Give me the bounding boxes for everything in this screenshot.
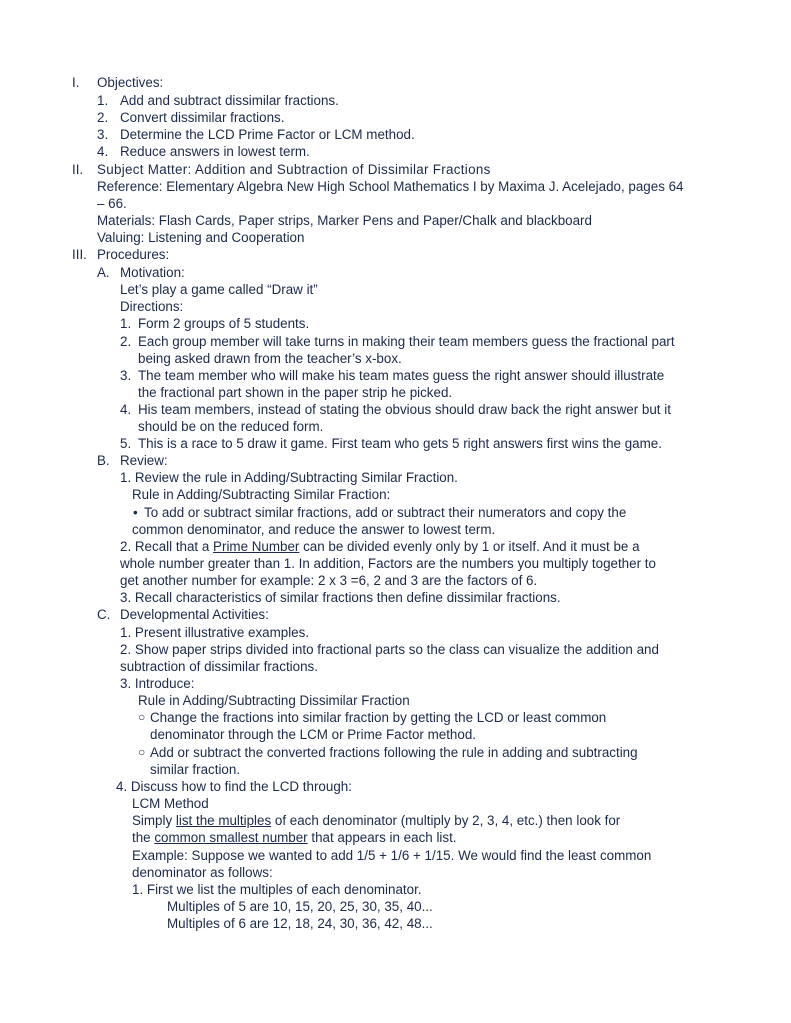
subsection-title: Developmental Activities: <box>120 607 269 622</box>
list-item: the fractional part shown in the paper strip he picked. <box>138 385 453 400</box>
section-number: I. <box>72 75 80 90</box>
bullet-text: Add or subtract the converted fractions following the rule in adding and subtracting <box>150 745 638 760</box>
subsection-title: Motivation: <box>120 265 185 280</box>
paragraph-line: Directions: <box>120 299 184 314</box>
prime-number-term: Prime Number <box>213 539 300 554</box>
section-number: II. <box>72 162 84 177</box>
paragraph-line: 3. Recall characteristics of similar fractions then define dissimilar fractions. <box>120 590 561 605</box>
text-run: that appears in each list. <box>307 830 457 845</box>
paragraph-line: get another number for example: 2 x 3 =6, 2 and 3 are the factors of 6. <box>120 573 538 588</box>
list-item: This is a race to 5 draw it game. First team who gets 5 right answers first wins the game. <box>138 436 662 451</box>
reference-line: – 66. <box>97 196 127 211</box>
paragraph-line: 2. Show paper strips divided into fractional parts so the class can visualize the addition and <box>120 642 659 657</box>
paragraph-line: 4. Discuss how to find the LCD through: <box>116 779 352 794</box>
section-number: III. <box>72 247 87 262</box>
paragraph-line: subtraction of dissimilar fractions. <box>120 659 318 674</box>
method-heading: LCM Method <box>132 796 209 811</box>
list-item: The team member who will make his team mates guess the right answer should illustrate <box>138 368 665 383</box>
subsection-letter: C. <box>97 607 111 622</box>
text-run: can be divided evenly only by 1 or itself. And it must be a <box>299 539 640 554</box>
subsection-letter: B. <box>97 453 110 468</box>
text-run: Simply <box>132 813 176 828</box>
materials-line: Materials: Flash Cards, Paper strips, Marker Pens and Paper/Chalk and blackboard <box>97 213 592 228</box>
subsection-title: Review: <box>120 453 168 468</box>
list-the-multiples-term: list the multiples <box>175 813 272 828</box>
list-number: 3. <box>120 368 132 383</box>
list-item: His team members, instead of stating the obvious should draw back the right answer but it <box>138 402 671 417</box>
paragraph-line: 1. First we list the multiples of each denominator. <box>132 882 422 897</box>
text-run: 2. Recall that a <box>120 539 214 554</box>
list-number: 5. <box>120 436 132 451</box>
common-smallest-number-term: common smallest number <box>154 830 308 845</box>
multiples-line: Multiples of 6 are 12, 18, 24, 30, 36, 42, 48... <box>167 916 433 931</box>
list-item: being asked drawn from the teacher’s x-box. <box>138 351 402 366</box>
multiples-line: Multiples of 5 are 10, 15, 20, 25, 30, 35, 40... <box>167 899 433 914</box>
section-title: Subject Matter: Addition and Subtraction of Dissimilar Fractions <box>97 162 491 177</box>
bullet-text: similar fraction. <box>150 762 241 777</box>
text-run: the <box>132 830 155 845</box>
list-number: 4. <box>97 144 109 159</box>
list-item: Form 2 groups of 5 students. <box>138 316 310 331</box>
text-run: of each denominator (multiply by 2, 3, 4, etc.) then look for <box>271 813 621 828</box>
list-item: Each group member will take turns in making their team members guess the fractional part <box>138 334 675 349</box>
paragraph-line: whole number greater than 1. In addition, Factors are the numbers you multiply together to <box>120 556 656 571</box>
list-item: Add and subtract dissimilar fractions. <box>120 93 339 108</box>
paragraph-line: 1. Present illustrative examples. <box>120 625 310 640</box>
paragraph-line: denominator as follows: <box>132 865 273 880</box>
list-number: 3. <box>97 127 109 142</box>
circle-bullet-glyph: ○ <box>138 745 146 759</box>
valuing-line: Valuing: Listening and Cooperation <box>97 230 305 245</box>
subsection-letter: A. <box>97 265 110 280</box>
paragraph-line: Let’s play a game called “Draw it” <box>120 282 318 297</box>
list-number: 2. <box>120 334 132 349</box>
rule-heading: Rule in Adding/Subtracting Similar Fraction: <box>132 487 391 502</box>
rule-heading: Rule in Adding/Subtracting Dissimilar Fraction <box>138 693 410 708</box>
list-number: 1. <box>97 93 109 108</box>
paragraph-line <box>132 829 457 846</box>
bullet-text: Change the fractions into similar fraction by getting the LCD or least common <box>150 710 607 725</box>
list-number: 2. <box>97 110 109 125</box>
paragraph-line: Example: Suppose we wanted to add 1/5 + 1/6 + 1/15. We would find the least common <box>132 848 652 863</box>
list-item: should be on the reduced form. <box>138 419 324 434</box>
bullet-text: To add or subtract similar fractions, add or subtract their numerators and copy the <box>144 505 627 520</box>
bullet-text: common denominator, and reduce the answer to lowest term. <box>132 522 496 537</box>
paragraph-line <box>120 538 640 555</box>
circle-bullet-glyph: ○ <box>138 710 146 724</box>
list-item: Convert dissimilar fractions. <box>120 110 285 125</box>
bullet-glyph: • <box>133 505 138 520</box>
paragraph-line <box>132 812 620 829</box>
list-number: 1. <box>120 316 132 331</box>
list-item: Reduce answers in lowest term. <box>120 144 310 159</box>
list-item: Determine the LCD Prime Factor or LCM method. <box>120 127 415 142</box>
reference-line: Reference: Elementary Algebra New High School Mathematics I by Maxima J. Acelejado, pages 64 <box>97 179 684 194</box>
list-number: 4. <box>120 402 132 417</box>
paragraph-line: 3. Introduce: <box>120 676 195 691</box>
section-title: Objectives: <box>97 75 164 90</box>
bullet-text: denominator through the LCM or Prime Factor method. <box>150 727 476 742</box>
paragraph-line: 1. Review the rule in Adding/Subtracting Similar Fraction. <box>120 470 458 485</box>
section-title: Procedures: <box>97 247 170 262</box>
